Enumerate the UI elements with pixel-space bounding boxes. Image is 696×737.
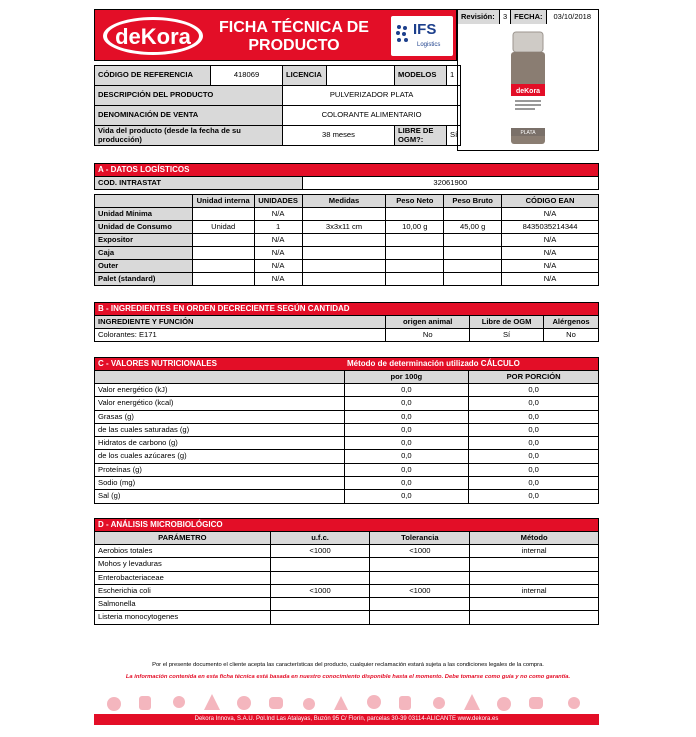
ingredients-col-0: INGREDIENTE Y FUNCIÓN — [95, 316, 386, 329]
nutrition-row-cell: 0,0 — [344, 463, 469, 476]
ref-label: CÓDIGO DE REFERENCIA — [95, 66, 211, 86]
product-bottle-icon — [458, 24, 598, 149]
nutrition-row-cell: 0,0 — [344, 477, 469, 490]
logistics-row-label: Unidad Mínima — [95, 208, 193, 221]
logistics-col-0 — [95, 195, 193, 208]
logistics-row-cell — [192, 260, 254, 273]
micro-row-cell — [470, 598, 599, 611]
micro-row — [95, 571, 599, 584]
logistics-row-cell — [302, 208, 386, 221]
micro-col-2: Tolerancia — [370, 532, 470, 545]
shelf-life-value: 38 meses — [283, 126, 395, 146]
revision-value: 3 — [500, 10, 511, 25]
nutrition-row-cell: 0,0 — [469, 477, 599, 490]
ogm-label: LIBRE DE OGM?: — [395, 126, 447, 146]
logistics-row — [95, 273, 599, 286]
logistics-row-cell: N/A — [502, 234, 599, 247]
nutrition-row-label: Sal (g) — [95, 490, 345, 503]
micro-row-cell — [370, 611, 470, 624]
models-label: MODELOS — [395, 66, 447, 86]
date-value: 03/10/2018 — [546, 10, 598, 25]
header-banner — [94, 9, 457, 61]
logistics-row — [95, 247, 599, 260]
revision-label: Revisión: — [458, 10, 500, 25]
logistics-col-1: Unidad interna — [192, 195, 254, 208]
nutrition-row-cell: 0,0 — [344, 490, 469, 503]
logistics-col-6: CÓDIGO EAN — [502, 195, 599, 208]
product-image — [457, 24, 599, 151]
micro-row-cell — [370, 598, 470, 611]
logistics-row-cell — [192, 273, 254, 286]
logistics-row-cell — [302, 260, 386, 273]
nutrition-row — [95, 450, 599, 463]
ifs-dots-icon — [395, 24, 411, 46]
micro-row-cell: internal — [470, 545, 599, 558]
micro-row-cell: <1000 — [370, 584, 470, 597]
shelf-life-label: Vida del producto (desde la fecha de su producción) — [95, 126, 283, 146]
description-value: PULVERIZADOR PLATA — [283, 86, 461, 106]
logistics-row — [95, 260, 599, 273]
micro-row-cell: <1000 — [270, 584, 370, 597]
ifs-sublabel: Logistics — [417, 42, 441, 48]
bottle-label: PLATA — [520, 130, 536, 136]
ifs-label: IFS — [413, 21, 437, 38]
micro-row-cell — [470, 611, 599, 624]
logistics-row-cell: N/A — [502, 208, 599, 221]
micro-col-3: Método — [470, 532, 599, 545]
ingredient-row — [95, 329, 599, 342]
nutrition-row-cell: 0,0 — [469, 490, 599, 503]
micro-row-cell — [370, 571, 470, 584]
logistics-row-cell — [444, 273, 502, 286]
logistics-row-cell: N/A — [254, 234, 302, 247]
ingredients-col-1: origen animal — [386, 316, 470, 329]
micro-row — [95, 611, 599, 624]
micro-row-cell — [270, 598, 370, 611]
logistics-table — [94, 163, 599, 286]
micro-row — [95, 558, 599, 571]
micro-row-label: Listeria monocytogenes — [95, 611, 271, 624]
nutrition-row-cell: 0,0 — [469, 410, 599, 423]
micro-row — [95, 584, 599, 597]
logistics-row-cell — [444, 247, 502, 260]
micro-row-cell — [470, 558, 599, 571]
logistics-row-cell: N/A — [254, 208, 302, 221]
models-value: 1 — [447, 66, 461, 86]
logistics-row-cell — [386, 273, 444, 286]
logistics-row-cell — [302, 247, 386, 260]
logistics-row-cell — [302, 234, 386, 247]
logistics-row-label: Caja — [95, 247, 193, 260]
nutrition-row-cell: 0,0 — [469, 384, 599, 397]
footer-disclaimer: Por el presente documento el cliente acepta las características del producto, cualquier reclamación estará sujeta a las condiciones legales de la compra. — [152, 662, 544, 668]
logistics-col-4: Peso Neto — [386, 195, 444, 208]
brand-name: deKora — [115, 24, 191, 49]
logistics-row-cell — [444, 208, 502, 221]
nutrition-row-label: Proteínas (g) — [95, 463, 345, 476]
nutrition-row-label: Valor energético (kJ) — [95, 384, 345, 397]
logistics-row-cell — [386, 260, 444, 273]
micro-row-cell: <1000 — [270, 545, 370, 558]
nutrition-row — [95, 384, 599, 397]
nutrition-row-cell: 0,0 — [344, 410, 469, 423]
ingredients-col-3: Alérgenos — [544, 316, 599, 329]
logistics-section-title: A - DATOS LOGÍSTICOS — [95, 164, 599, 177]
logistics-row-cell: 10,00 g — [386, 221, 444, 234]
denomination-label: DENOMINACIÓN DE VENTA — [95, 106, 283, 126]
nutrition-table — [94, 357, 599, 504]
product-info-table — [94, 65, 461, 146]
nutrition-row — [95, 437, 599, 450]
logistics-row-cell — [386, 208, 444, 221]
logistics-row-cell — [444, 234, 502, 247]
logistics-row-cell: 3x3x11 cm — [302, 221, 386, 234]
logistics-row-cell: N/A — [254, 260, 302, 273]
micro-col-0: PARÁMETRO — [95, 532, 271, 545]
logistics-row — [95, 234, 599, 247]
ingredient-row-cell: No — [544, 329, 599, 342]
ref-value: 418069 — [211, 66, 283, 86]
ifs-certification-badge — [391, 16, 453, 56]
ingredient-row-cell: Sí — [470, 329, 544, 342]
footer-address: Dekora Innova, S.A.U. Pol.Ind Las Atalayas, Buzón 95 C/ Florín, parcelas 30-39 03114-ALICANTE www.dekora.es — [94, 714, 599, 725]
nutrition-row — [95, 463, 599, 476]
logistics-row-cell: Unidad — [192, 221, 254, 234]
logistics-row-cell — [192, 208, 254, 221]
logistics-row — [95, 221, 599, 234]
logistics-row-label: Outer — [95, 260, 193, 273]
micro-row-cell — [270, 558, 370, 571]
denomination-value: COLORANTE ALIMENTARIO — [283, 106, 461, 126]
logistics-row-cell — [386, 247, 444, 260]
nutrition-row-cell: 0,0 — [469, 450, 599, 463]
micro-row — [95, 598, 599, 611]
nutrition-section-title: C - VALORES NUTRICIONALES — [95, 358, 345, 371]
nutrition-row-cell: 0,0 — [469, 423, 599, 436]
nutrition-row-cell: 0,0 — [344, 397, 469, 410]
date-label: FECHA: — [511, 10, 546, 25]
nutrition-row-label: de los cuales azúcares (g) — [95, 450, 345, 463]
ingredients-section-title: B - INGREDIENTES EN ORDEN DECRECIENTE SEGÚN CANTIDAD — [95, 303, 599, 316]
logistics-row-cell: N/A — [502, 260, 599, 273]
micro-row-label: Escherichia coli — [95, 584, 271, 597]
logistics-row-cell: N/A — [254, 273, 302, 286]
logistics-row-cell — [192, 247, 254, 260]
micro-col-1: u.f.c. — [270, 532, 370, 545]
micro-row-cell — [270, 571, 370, 584]
logistics-row-cell — [192, 234, 254, 247]
nutrition-row-label: de las cuales saturadas (g) — [95, 423, 345, 436]
micro-row-label: Enterobacteriaceae — [95, 571, 271, 584]
micro-row — [95, 545, 599, 558]
nutrition-row-label: Hidratos de carbono (g) — [95, 437, 345, 450]
nutrition-row-cell: 0,0 — [344, 423, 469, 436]
micro-row-cell — [470, 571, 599, 584]
logistics-col-5: Peso Bruto — [444, 195, 502, 208]
logistics-row-cell: 45,00 g — [444, 221, 502, 234]
micro-row-cell — [370, 558, 470, 571]
micro-row-cell: <1000 — [370, 545, 470, 558]
logistics-row-cell: N/A — [502, 247, 599, 260]
logistics-row-label: Palet (standard) — [95, 273, 193, 286]
logistics-row-label: Unidad de Consumo — [95, 221, 193, 234]
footer-note: La información contenida en esta ficha técnica está basada en nuestro conocimiento disponible hasta el momento. Debe tomarse como guía y no como garantía. — [125, 674, 571, 680]
ingredients-col-2: Libre de OGM — [470, 316, 544, 329]
logistics-row-cell — [302, 273, 386, 286]
nutrition-row-cell: 0,0 — [344, 384, 469, 397]
micro-row-label: Aerobios totales — [95, 545, 271, 558]
logistics-row-cell: 1 — [254, 221, 302, 234]
nutrition-row-cell: 0,0 — [469, 397, 599, 410]
document-title: FICHA TÉCNICA DE PRODUCTO — [219, 19, 369, 54]
bottle-brand: deKora — [515, 88, 541, 95]
ingredient-row-label: Colorantes: E171 — [95, 329, 386, 342]
micro-row-cell — [270, 611, 370, 624]
microbiology-table — [94, 518, 599, 625]
nutrition-row — [95, 410, 599, 423]
logistics-row-cell: N/A — [254, 247, 302, 260]
intrastat-value: 32061900 — [302, 177, 598, 190]
nutrition-row — [95, 397, 599, 410]
dekora-logo — [101, 14, 205, 58]
revision-table — [457, 9, 599, 25]
nutrition-col-0 — [95, 371, 345, 384]
nutrition-col-1: por 100g — [344, 371, 469, 384]
nutrition-row-cell: 0,0 — [344, 437, 469, 450]
logistics-row-cell: 8435035214344 — [502, 221, 599, 234]
ogm-value: Sí — [447, 126, 461, 146]
nutrition-row — [95, 423, 599, 436]
description-label: DESCRIPCIÓN DEL PRODUCTO — [95, 86, 283, 106]
nutrition-row — [95, 490, 599, 503]
micro-section-title: D - ANÁLISIS MICROBIOLÓGICO — [95, 519, 599, 532]
nutrition-row-cell: 0,0 — [469, 463, 599, 476]
nutrition-method: Método de determinación utilizado CÁLCULO — [344, 358, 599, 371]
logistics-row-label: Expositor — [95, 234, 193, 247]
nutrition-row-label: Sodio (mg) — [95, 477, 345, 490]
logistics-row-cell — [444, 260, 502, 273]
license-value — [327, 66, 395, 86]
ingredients-table — [94, 302, 599, 342]
intrastat-label: COD. INTRASTAT — [95, 177, 303, 190]
ingredient-row-cell: No — [386, 329, 470, 342]
nutrition-row-cell: 0,0 — [344, 450, 469, 463]
logistics-col-2: UNIDADES — [254, 195, 302, 208]
license-label: LICENCIA — [283, 66, 327, 86]
logistics-row-cell: N/A — [502, 273, 599, 286]
micro-row-label: Mohos y levaduras — [95, 558, 271, 571]
logistics-row-cell — [386, 234, 444, 247]
nutrition-row-label: Grasas (g) — [95, 410, 345, 423]
logistics-col-3: Medidas — [302, 195, 386, 208]
nutrition-row — [95, 477, 599, 490]
micro-row-label: Salmonella — [95, 598, 271, 611]
micro-row-cell: internal — [470, 584, 599, 597]
nutrition-row-cell: 0,0 — [469, 437, 599, 450]
nutrition-col-2: POR PORCIÓN — [469, 371, 599, 384]
logistics-row — [95, 208, 599, 221]
nutrition-row-label: Valor energético (kcal) — [95, 397, 345, 410]
